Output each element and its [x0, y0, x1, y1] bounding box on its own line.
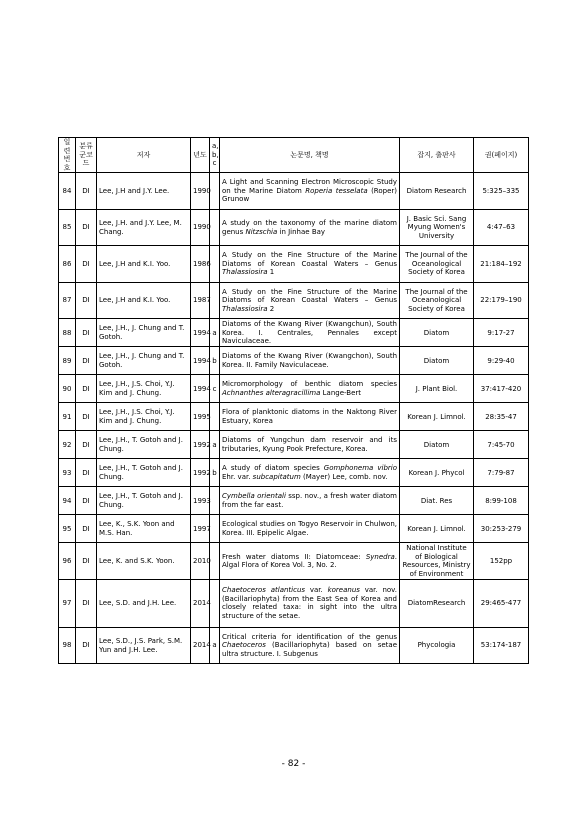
header-journal: 잡지, 출판사	[400, 138, 474, 173]
cell-title: Micromorphology of benthic diatom species Achnanthes alteragracillima Lange-Bert	[220, 375, 400, 403]
cell-year: 1992	[191, 431, 210, 459]
header-taxon-code: 분류군코드	[76, 138, 97, 173]
cell-abc: b	[210, 459, 220, 487]
cell-taxon-code: DI	[76, 209, 97, 246]
cell-volume-pages: 8:99-108	[474, 487, 529, 515]
cell-title: Cymbella orientali ssp. nov., a fresh water diatom from the far east.	[220, 487, 400, 515]
cell-author: Lee, J.H., J.S. Choi, Y.J. Kim and J. Chung.	[97, 375, 191, 403]
cell-year: 1990	[191, 173, 210, 210]
cell-year: 2014	[191, 627, 210, 664]
table-row	[59, 173, 529, 210]
cell-title: A Study on the Fine Structure of the Marine Diatoms of Korean Coastal Waters – Genus Thalassiosira 2	[220, 282, 400, 319]
cell-abc	[210, 543, 220, 580]
cell-title: Diatoms of Yungchun dam reservoir and its tributaries, Kyung Pook Prefecture, Korea.	[220, 431, 400, 459]
cell-author: Lee, J.H and J.Y. Lee.	[97, 173, 191, 210]
cell-year: 1986	[191, 246, 210, 283]
table-row	[59, 209, 529, 246]
table-row	[59, 347, 529, 375]
table-row	[59, 431, 529, 459]
cell-volume-pages: 7:45-70	[474, 431, 529, 459]
cell-author: Lee, J.H., T. Gotoh and J. Chung.	[97, 487, 191, 515]
header-author: 저자	[97, 138, 191, 173]
cell-volume-pages: 30:253-279	[474, 515, 529, 543]
cell-journal: Diatom	[400, 431, 474, 459]
cell-volume-pages: 152pp	[474, 543, 529, 580]
cell-serial-number: 86	[59, 246, 76, 283]
table-row	[59, 319, 529, 347]
cell-taxon-code: DI	[76, 173, 97, 210]
cell-volume-pages: 29:465-477	[474, 579, 529, 627]
cell-abc: a	[210, 319, 220, 347]
cell-serial-number: 97	[59, 579, 76, 627]
cell-author: Lee, J.H and K.I. Yoo.	[97, 246, 191, 283]
cell-journal: National Institute of Biological Resources, Ministry of Environment	[400, 543, 474, 580]
cell-title: Ecological studies on Togyo Reservoir in Chulwon, Korea. III. Epipelic Algae.	[220, 515, 400, 543]
cell-serial-number: 96	[59, 543, 76, 580]
cell-serial-number: 88	[59, 319, 76, 347]
cell-serial-number: 84	[59, 173, 76, 210]
cell-volume-pages: 22:179–190	[474, 282, 529, 319]
cell-author: Lee, J.H., J. Chung and T. Gotoh.	[97, 347, 191, 375]
cell-journal: J. Basic Sci. Sang Myung Women's University	[400, 209, 474, 246]
cell-year: 2014	[191, 579, 210, 627]
cell-journal: The Journal of the Oceanological Society of Korea	[400, 246, 474, 283]
cell-taxon-code: DI	[76, 543, 97, 580]
cell-taxon-code: DI	[76, 403, 97, 431]
cell-serial-number: 91	[59, 403, 76, 431]
cell-abc	[210, 173, 220, 210]
cell-journal: The Journal of the Oceanological Society of Korea	[400, 282, 474, 319]
cell-journal: Phycologia	[400, 627, 474, 664]
cell-volume-pages: 5:325–335	[474, 173, 529, 210]
table-row	[59, 543, 529, 580]
cell-year: 1992	[191, 459, 210, 487]
cell-year: 1994	[191, 347, 210, 375]
cell-taxon-code: DI	[76, 459, 97, 487]
cell-author: Lee, J.H., T. Gotoh and J. Chung.	[97, 459, 191, 487]
cell-title: Flora of planktonic diatoms in the Naktong River Estuary, Korea	[220, 403, 400, 431]
cell-volume-pages: 9:29-40	[474, 347, 529, 375]
cell-journal: Korean J. Limnol.	[400, 515, 474, 543]
cell-journal: Diat. Res	[400, 487, 474, 515]
cell-year: 1993	[191, 487, 210, 515]
cell-taxon-code: DI	[76, 347, 97, 375]
cell-taxon-code: DI	[76, 375, 97, 403]
cell-volume-pages: 28:35-47	[474, 403, 529, 431]
header-volume-pages: 권(페이지)	[474, 138, 529, 173]
cell-abc	[210, 282, 220, 319]
cell-serial-number: 90	[59, 375, 76, 403]
table-row	[59, 246, 529, 283]
cell-volume-pages: 4:47–63	[474, 209, 529, 246]
cell-abc	[210, 515, 220, 543]
cell-year: 1994	[191, 375, 210, 403]
cell-taxon-code: DI	[76, 282, 97, 319]
cell-author: Lee, S.D. and J.H. Lee.	[97, 579, 191, 627]
cell-serial-number: 94	[59, 487, 76, 515]
cell-journal: Korean J. Limnol.	[400, 403, 474, 431]
table-row	[59, 459, 529, 487]
cell-year: 1990	[191, 209, 210, 246]
cell-title: A Light and Scanning Electron Microscopic Study on the Marine Diatom Roperia tesselata (Roper) Grunow	[220, 173, 400, 210]
cell-author: Lee, S.D., J.S. Park, S.M. Yun and J.H. Lee.	[97, 627, 191, 664]
cell-serial-number: 87	[59, 282, 76, 319]
cell-abc	[210, 209, 220, 246]
header-serial-number: 일련번호	[59, 138, 76, 173]
table-row	[59, 282, 529, 319]
cell-author: Lee, J.H and K.I. Yoo.	[97, 282, 191, 319]
page-number: - 82 -	[281, 759, 306, 769]
cell-journal: Diatom	[400, 347, 474, 375]
cell-year: 1997	[191, 515, 210, 543]
cell-taxon-code: DI	[76, 627, 97, 664]
cell-volume-pages: 7:79-87	[474, 459, 529, 487]
cell-title: Critical criteria for identification of the genus Chaetoceros (Bacillariophyta) based on setae ultra structure. I. Subgenus	[220, 627, 400, 664]
cell-abc: c	[210, 375, 220, 403]
cell-title: Diatoms of the Kwang River (Kwangchon), South Korea. II. Family Naviculaceae.	[220, 347, 400, 375]
cell-abc	[210, 487, 220, 515]
cell-taxon-code: DI	[76, 431, 97, 459]
cell-year: 1995	[191, 403, 210, 431]
cell-year: 1994	[191, 319, 210, 347]
cell-taxon-code: DI	[76, 515, 97, 543]
cell-abc	[210, 246, 220, 283]
header-year: 년도	[191, 138, 210, 173]
cell-author: Lee, K. and S.K. Yoon.	[97, 543, 191, 580]
cell-taxon-code: DI	[76, 579, 97, 627]
table-row	[59, 627, 529, 664]
cell-journal: DiatomResearch	[400, 579, 474, 627]
cell-volume-pages: 21:184–192	[474, 246, 529, 283]
table-body	[59, 173, 529, 664]
cell-abc	[210, 579, 220, 627]
cell-taxon-code: DI	[76, 246, 97, 283]
table-header-row	[59, 138, 529, 173]
cell-year: 1987	[191, 282, 210, 319]
table-row	[59, 487, 529, 515]
cell-author: Lee, J.H., J.S. Choi, Y.J. Kim and J. Chung.	[97, 403, 191, 431]
cell-title: A study on the taxonomy of the marine diatom genus Nitzschia in Jinhae Bay	[220, 209, 400, 246]
cell-abc: a	[210, 431, 220, 459]
cell-journal: J. Plant Biol.	[400, 375, 474, 403]
cell-author: Lee, K., S.K. Yoon and M.S. Han.	[97, 515, 191, 543]
table-row	[59, 579, 529, 627]
cell-volume-pages: 9:17-27	[474, 319, 529, 347]
cell-title: Fresh water diatoms II: Diatomceae: Synedra. Algal Flora of Korea Vol. 3, No. 2.	[220, 543, 400, 580]
cell-author: Lee, J.H., T. Gotoh and J. Chung.	[97, 431, 191, 459]
table-row	[59, 403, 529, 431]
cell-title: Diatoms of the Kwang River (Kwangchun), South Korea. I. Centrales, Pennales except Naviculaceae.	[220, 319, 400, 347]
cell-volume-pages: 37:417-420	[474, 375, 529, 403]
cell-serial-number: 89	[59, 347, 76, 375]
table-row	[59, 375, 529, 403]
header-abc: a, b, c	[210, 138, 220, 173]
table-row	[59, 515, 529, 543]
cell-abc: a	[210, 627, 220, 664]
cell-taxon-code: DI	[76, 319, 97, 347]
cell-serial-number: 93	[59, 459, 76, 487]
cell-serial-number: 98	[59, 627, 76, 664]
cell-journal: Diatom Research	[400, 173, 474, 210]
cell-title: A study of diatom species Gomphonema vibrio Ehr. var. subcapitatum (Mayer) Lee, comb. nov.	[220, 459, 400, 487]
cell-taxon-code: DI	[76, 487, 97, 515]
cell-volume-pages: 53:174-187	[474, 627, 529, 664]
reference-table	[58, 137, 529, 664]
cell-author: Lee, J.H. and J.Y. Lee, M. Chang.	[97, 209, 191, 246]
cell-author: Lee, J.H., J. Chung and T. Gotoh.	[97, 319, 191, 347]
cell-serial-number: 85	[59, 209, 76, 246]
cell-journal: Korean J. Phycol	[400, 459, 474, 487]
cell-serial-number: 95	[59, 515, 76, 543]
cell-title: A Study on the Fine Structure of the Marine Diatoms of Korean Coastal Waters – Genus Thalassiosira 1	[220, 246, 400, 283]
cell-serial-number: 92	[59, 431, 76, 459]
cell-year: 2010	[191, 543, 210, 580]
cell-journal: Diatom	[400, 319, 474, 347]
header-title: 논문명, 책명	[220, 138, 400, 173]
cell-abc: b	[210, 347, 220, 375]
cell-title: Chaetoceros atlanticus var. koreanus var. nov. (Bacillariophyta) from the East Sea of Korea and closely related taxa: in sight into the ultra structure of the setae.	[220, 579, 400, 627]
cell-abc	[210, 403, 220, 431]
